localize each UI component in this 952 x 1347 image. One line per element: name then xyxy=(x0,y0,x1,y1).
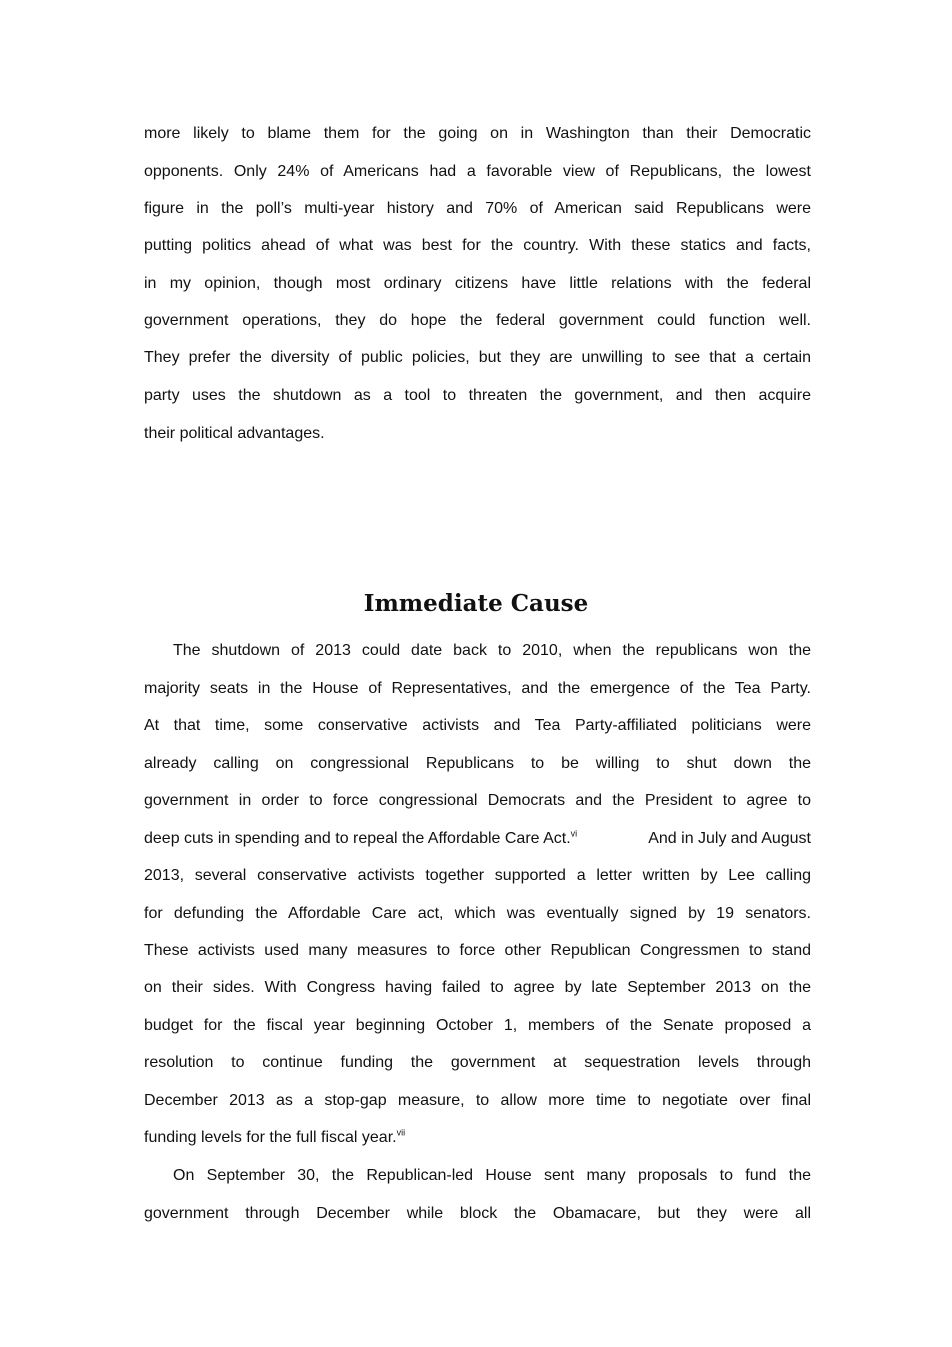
paragraph-line: figure in the poll’s multi-year history and 70% of American said Republicans were xyxy=(144,200,811,217)
paragraph-line: At that time, some conservative activists and Tea Party-affiliated politicians were xyxy=(144,717,811,734)
line-segment-before-footnote xyxy=(144,829,577,849)
paragraph-line: opponents. Only 24% of Americans had a favorable view of Republicans, the lowest xyxy=(144,163,811,180)
paragraph-line: On September 30, the Republican-led House sent many proposals to fund the xyxy=(173,1167,811,1184)
paragraph-line: budget for the fiscal year beginning October 1, members of the Senate proposed a xyxy=(144,1017,811,1034)
paragraph-line-with-footnote xyxy=(144,1128,811,1148)
paragraph-line: These activists used many measures to force other Republican Congressmen to stand xyxy=(144,942,811,959)
paragraph-line: government through December while block the Obamacare, but they were all xyxy=(144,1205,811,1222)
paragraph-line: party uses the shutdown as a tool to threaten the government, and then acquire xyxy=(144,387,811,404)
paragraph-line: 2013, several conservative activists together supported a letter written by Lee calling xyxy=(144,867,811,884)
paragraph-line: resolution to continue funding the government at sequestration levels through xyxy=(144,1054,811,1071)
paragraph-line: majority seats in the House of Representatives, and the emergence of the Tea Party. xyxy=(144,680,811,697)
paragraph-line: more likely to blame them for the going on in Washington than their Democratic xyxy=(144,125,811,142)
line-segment-after-footnote: And in July and August xyxy=(648,830,811,847)
paragraph-line: for defunding the Affordable Care act, which was eventually signed by 19 senators. xyxy=(144,905,811,922)
paragraph-line-with-footnote xyxy=(144,829,811,849)
paragraph-line: already calling on congressional Republicans to be willing to shut down the xyxy=(144,755,811,772)
paragraph-line: The shutdown of 2013 could date back to 2010, when the republicans won the xyxy=(173,642,811,659)
paragraph-line: their political advantages. xyxy=(144,425,325,442)
paragraph-line: government operations, they do hope the federal government could function well. xyxy=(144,312,811,329)
paragraph-line: on their sides. With Congress having failed to agree by late September 2013 on the xyxy=(144,979,811,996)
paragraph-line: putting politics ahead of what was best for the country. With these statics and facts, xyxy=(144,237,811,254)
paragraph-line: They prefer the diversity of public policies, but they are unwilling to see that a certain xyxy=(144,349,811,366)
footnote-marker-vii[interactable]: vii xyxy=(396,1127,406,1138)
paragraph-line: in my opinion, though most ordinary citizens have little relations with the federal xyxy=(144,275,811,292)
line-text: funding levels for the full fiscal year. xyxy=(144,1129,397,1146)
line-text: deep cuts in spending and to repeal the Affordable Care Act. xyxy=(144,830,571,847)
paragraph-line: December 2013 as a stop-gap measure, to allow more time to negotiate over final xyxy=(144,1092,811,1109)
section-heading: Immediate Cause xyxy=(363,590,589,617)
paragraph-line: government in order to force congressional Democrats and the President to agree to xyxy=(144,792,811,809)
footnote-marker-vi[interactable]: vi xyxy=(570,828,578,839)
